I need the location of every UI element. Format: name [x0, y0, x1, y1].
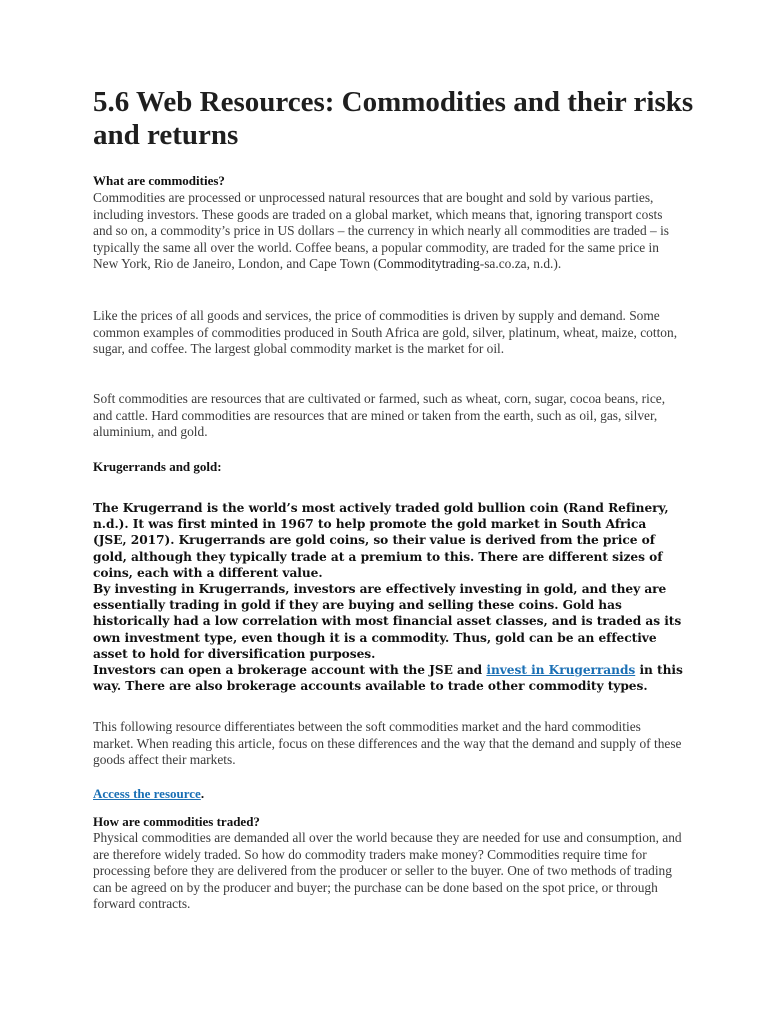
access-resource-period: . [200, 786, 205, 801]
bold-paragraph-investing-gold: By investing in Krugerrands, investors are effectively investing in gold, and they are essentially trading in gold if they are buying and selling these coins. Gold has historically had a low correlation with most financial asset classes, and is traded as its own investment type, even though it is a commodity. Thus, gold can be an effective asset to hold for diversification purposes. [93, 582, 682, 661]
paragraph-soft-hard-commodities: Soft commodities are resources that are cultivated or farmed, such as wheat, corn, sugar, cocoa beans, rice, and cattle. Hard commodities are resources that are mined or taken from the earth, such as oil, gas, silver, aluminium, and gold. [93, 391, 666, 439]
paragraph-how-traded: Physical commodities are demanded all over the world because they are needed for use and consumption, and are therefore widely traded. So how do commodity traders make money? Commodities require time for processing before they are delivered from the producer or seller to the buyer. One of two methods of trading can be agreed on by the producer and buyer; the purchase can be done based on the spot price, or through forward contracts. [93, 830, 682, 911]
page-title: 5.6 Web Resources: Commodities and their risks and returns [93, 86, 694, 151]
paragraph-supply-demand: Like the prices of all goods and services, the price of commodities is driven by supply and demand. Some common examples of commodities produced in South Africa are gold, silver, platinum, wheat, maize, cotton, sugar, and coffee. The largest global commodity market is the market for oil. [93, 308, 678, 356]
paragraph-commodities-definition [93, 190, 683, 273]
paragraph-resource-description: This following resource differentiates between the soft commodities market and the hard commodities market. When reading this article, focus on these differences and the way that the demand and supply of these goods affect their markets. [93, 719, 682, 767]
invest-in-krugerrands-link[interactable]: invest in Krugerrands [486, 663, 636, 678]
source-reference: Commoditytrading [377, 256, 480, 271]
access-the-resource-link[interactable]: Access the resource [93, 786, 201, 801]
paragraph-text: Commodities are processed or unprocessed natural resources that are bought and sold by various parties, including investors. These goods are traded on a global market, which means that, ignoring transport costs and so on, a commodity’s price in US dollars – the currency in which nearly all commodities are traded – is typically the same all over the world. Coffee beans, a popular commodity, are traded for the same price in New York, Rio de Janeiro, London, and Cape Town ( [93, 190, 670, 271]
paragraph-text-end: -sa.co.za, n.d.). [479, 256, 562, 271]
section-heading-krugerrands: Krugerrands and gold: [93, 459, 222, 474]
access-resource-line [93, 786, 204, 802]
section-heading-what-are-commodities: What are commodities? [93, 173, 225, 188]
brokerage-text-start: Investors can open a brokerage account with the JSE and [93, 663, 487, 678]
brokerage-text-end: in this way. There are also brokerage accounts available to trade other commodity types. [93, 663, 683, 694]
bold-paragraph-krugerrand-intro: The Krugerrand is the world’s most actively traded gold bullion coin (Rand Refinery, n.d.). It was first minted in 1967 to help promote the gold market in South Africa (JSE, 2017). Krugerrands are gold coins, so their value is derived from the price of gold, although they typically trade at a premium to this. There are different sizes of coins, each with a different value. [93, 501, 669, 580]
bold-paragraph-brokerage [93, 662, 683, 694]
krugerrand-bold-block [93, 500, 683, 694]
section-heading-how-traded: How are commodities traded? [93, 814, 260, 829]
